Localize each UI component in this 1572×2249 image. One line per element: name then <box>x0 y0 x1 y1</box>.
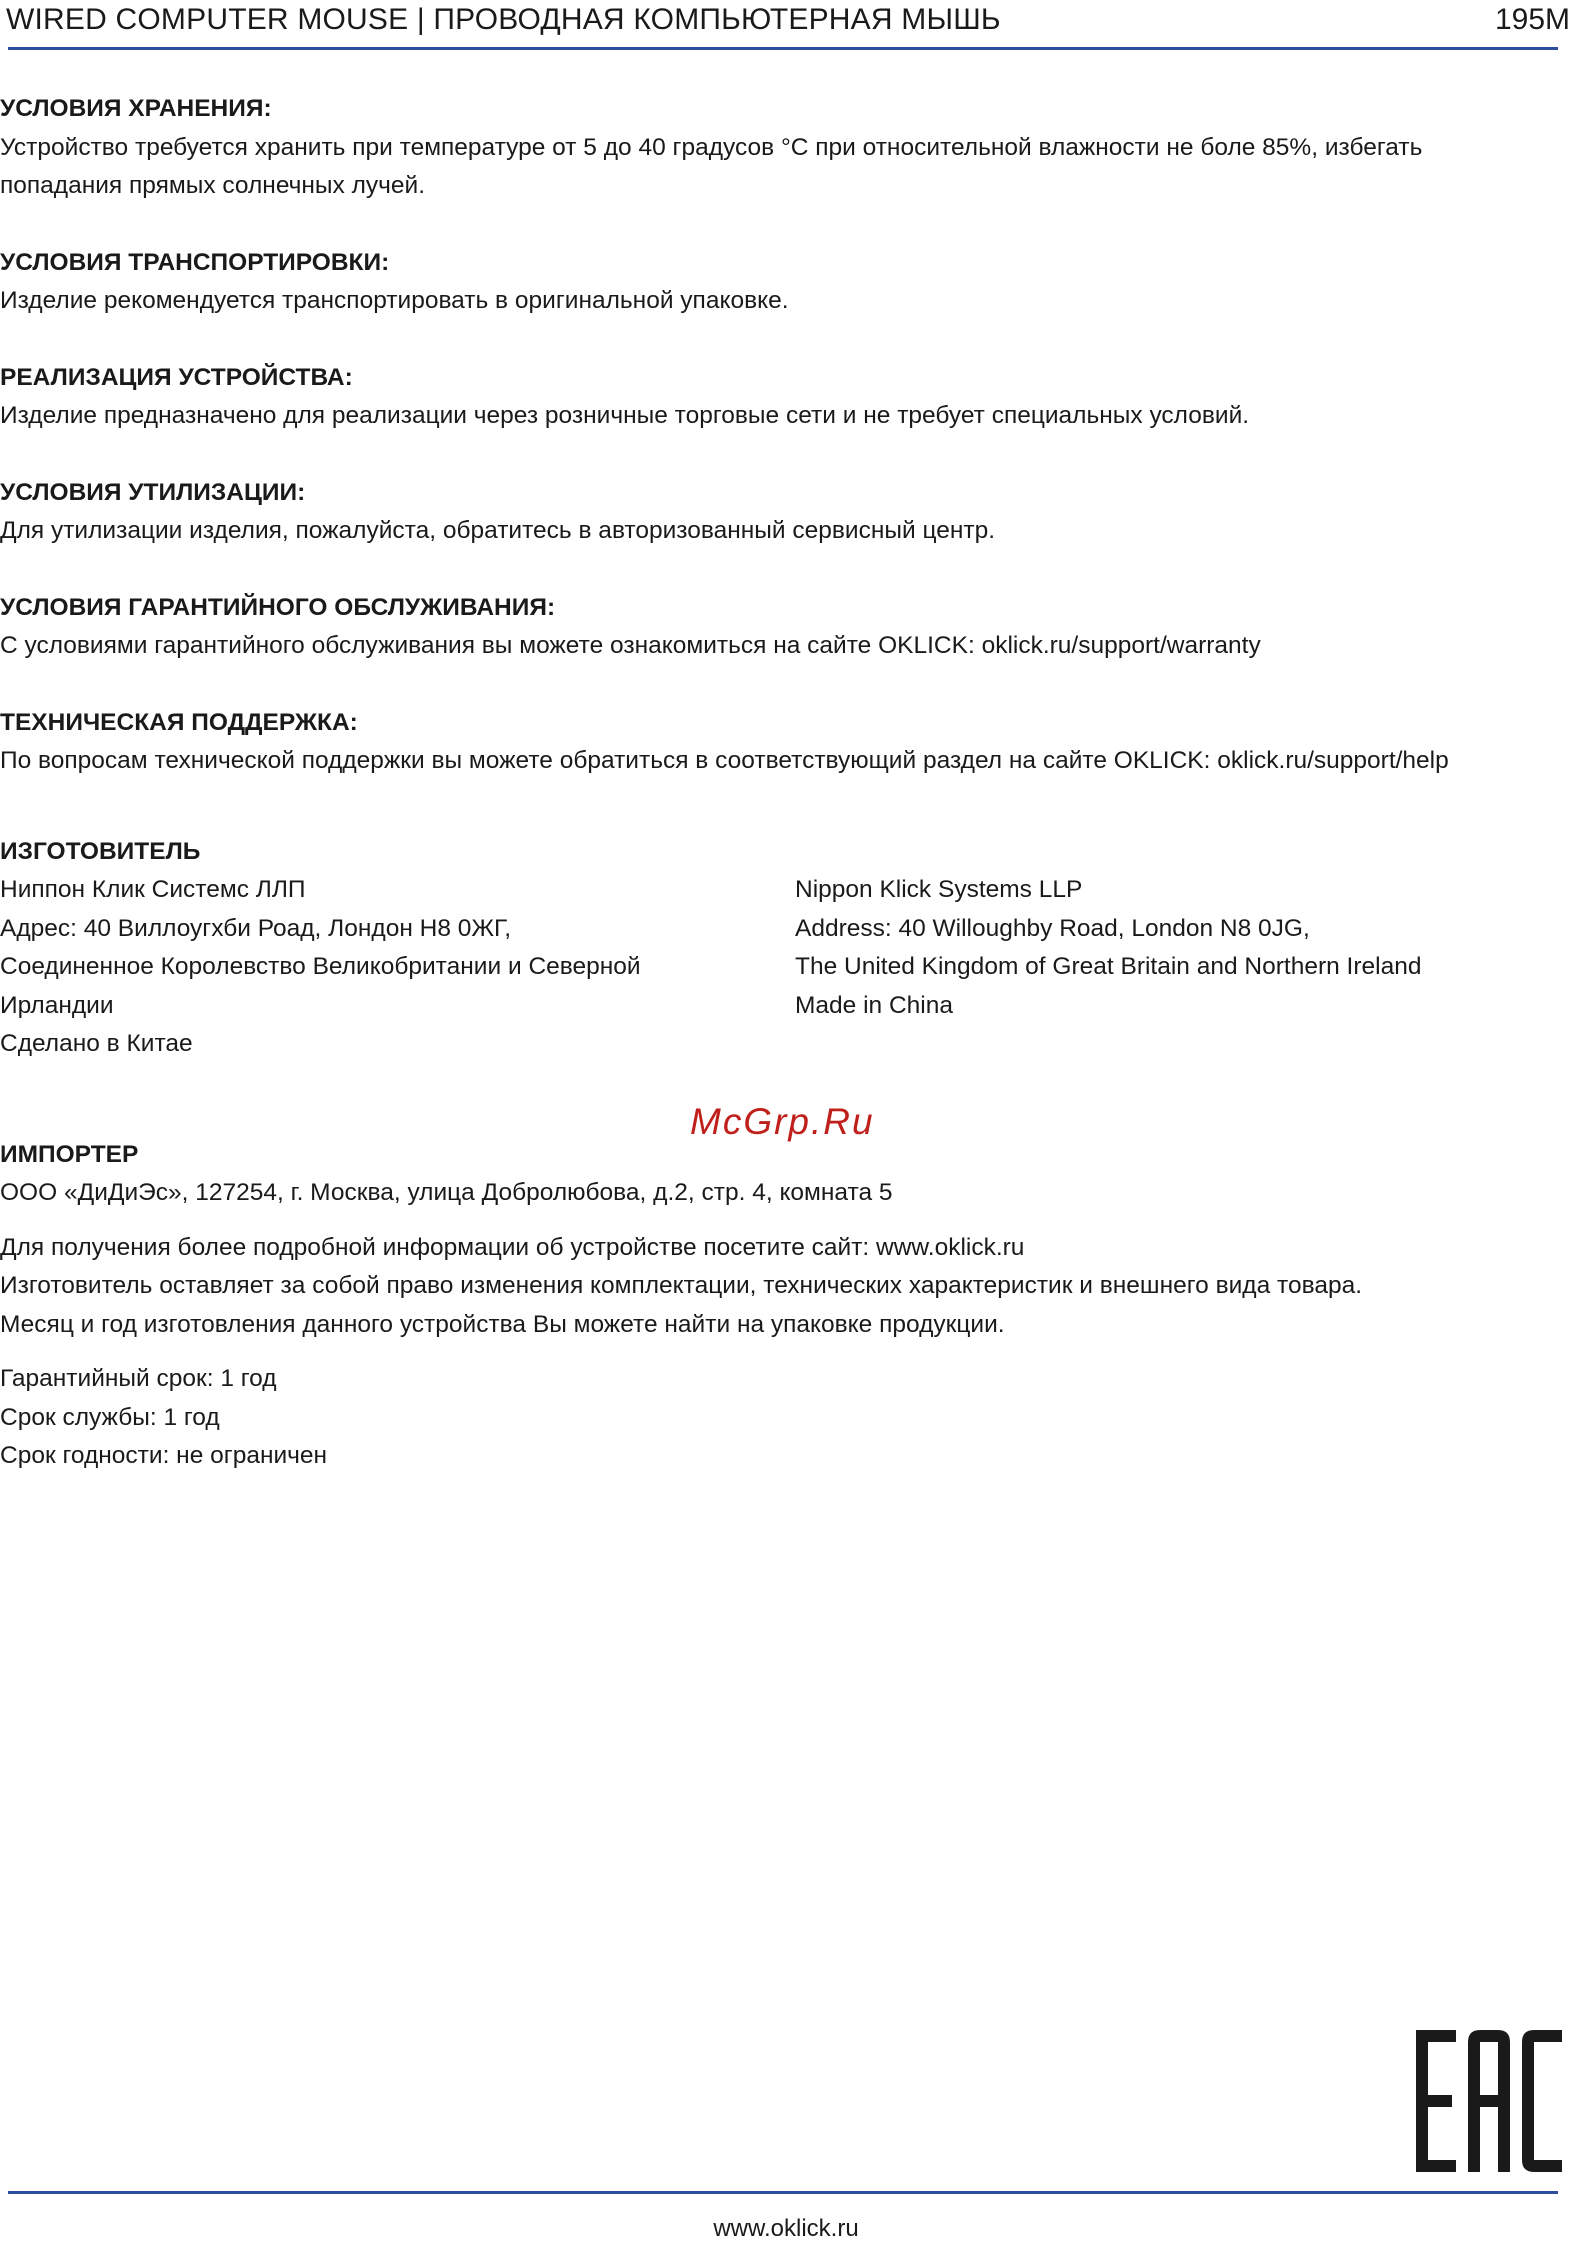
section-text-line: Для утилизации изделия, пожалуйста, обратитесь в авторизованный сервисный центр. <box>0 517 996 544</box>
document-body <box>0 90 1560 1514</box>
section-text-line: попадания прямых солнечных лучей. <box>0 172 426 199</box>
manufacturer-ru-line: Ниппон Клик Системс ЛЛП <box>0 876 306 903</box>
section-text-line: Изделие рекомендуется транспортировать в оригинальной упаковке. <box>0 287 789 314</box>
footer-website-link[interactable]: www.oklick.ru <box>713 2215 859 2242</box>
manufacturer-ru-line: Соединенное Королевство Великобритании и Северной <box>0 953 641 980</box>
manufacturer-columns <box>0 871 1560 1064</box>
section-heading: УСЛОВИЯ ХРАНЕНИЯ: <box>0 95 272 122</box>
section-text-line: С условиями гарантийного обслуживания вы можете ознакомиться на сайте OKLICK: oklick.ru/support/warranty <box>0 632 1261 659</box>
manufacturer-ru-line: Ирландии <box>0 991 114 1019</box>
section-heading: УСЛОВИЯ ТРАНСПОРТИРОВКИ: <box>0 248 390 276</box>
section-text-line: По вопросам технической поддержки вы можете обратиться в соответствующий раздел на сайте OKLICK: oklick.ru/support/help <box>0 747 1449 774</box>
importer-address: ООО «ДиДиЭс», 127254, г. Москва, улица Добролюбова, д.2, стр. 4, комната 5 <box>0 1179 893 1206</box>
info-section <box>0 1229 1560 1345</box>
manufacturer-ru-line: Адрес: 40 Виллоугхби Роад, Лондон Н8 0ЖГ, <box>0 914 512 942</box>
manufacturer-en-line: Address: 40 Willoughby Road, London N8 0JG, <box>795 914 1310 942</box>
section-heading: РЕАЛИЗАЦИЯ УСТРОЙСТВА: <box>0 363 353 391</box>
service-life: Срок службы: 1 год <box>0 1403 220 1431</box>
disposal-section <box>0 474 1560 551</box>
section-heading: УСЛОВИЯ УТИЛИЗАЦИИ: <box>0 478 306 506</box>
importer-heading: ИМПОРТЕР <box>0 1140 139 1168</box>
info-line: Изготовитель оставляет за собой право изменения комплектации, технических характеристик и внешнего вида товара. <box>0 1272 1362 1299</box>
shelf-life: Срок годности: не ограничен <box>0 1442 328 1469</box>
manufacturer-section <box>0 833 1560 1064</box>
page-header <box>0 0 1572 50</box>
manufacturer-en-line: The United Kingdom of Great Britain and Northern Ireland <box>795 953 1422 980</box>
importer-section <box>0 1136 1560 1213</box>
model-number: 195M <box>1494 3 1570 36</box>
warranty-section <box>0 589 1560 666</box>
sales-section <box>0 359 1560 436</box>
manufacturer-ru <box>0 871 795 1064</box>
section-heading: ТЕХНИЧЕСКАЯ ПОДДЕРЖКА: <box>0 708 358 736</box>
terms-section <box>0 1360 1560 1476</box>
manufacturer-en-line: Nippon Klick Systems LLP <box>795 876 1083 903</box>
manufacturer-ru-line: Сделано в Китае <box>0 1030 193 1057</box>
manufacturer-heading: ИЗГОТОВИТЕЛЬ <box>0 837 201 865</box>
eac-logo <box>1416 2030 1562 2181</box>
tech-support-section <box>0 704 1560 781</box>
transport-conditions-section <box>0 244 1560 321</box>
section-heading: УСЛОВИЯ ГАРАНТИЙНОГО ОБСЛУЖИВАНИЯ: <box>0 593 556 621</box>
document-title: WIRED COMPUTER MOUSE | ПРОВОДНАЯ КОМПЬЮТЕРНАЯ МЫШЬ <box>6 3 1001 36</box>
eac-mark-icon <box>1416 2030 1562 2176</box>
info-line: Месяц и год изготовления данного устройства Вы можете найти на упаковке продукции. <box>0 1310 1005 1338</box>
info-line: Для получения более подробной информации об устройстве посетите сайт: www.oklick.ru <box>0 1233 1025 1261</box>
warranty-period: Гарантийный срок: 1 год <box>0 1365 277 1392</box>
watermark-text: McGrp.Ru <box>690 1101 875 1142</box>
footer-divider <box>8 2191 1558 2194</box>
manufacturer-en-line: Made in China <box>795 991 953 1019</box>
manufacturer-en <box>795 871 1555 1064</box>
header-divider <box>8 47 1558 50</box>
section-text-line: Устройство требуется хранить при температуре от 5 до 40 градусов °C при относительной влажности не боле 85%, избегать <box>0 133 1423 161</box>
section-text-line: Изделие предназначено для реализации через розничные торговые сети и не требует специальных условий. <box>0 402 1250 429</box>
storage-conditions-section <box>0 90 1560 206</box>
